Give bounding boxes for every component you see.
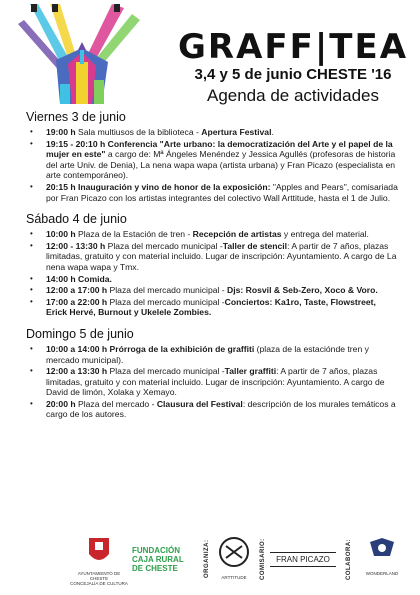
event-text: Plaza del mercado municipal -: [107, 285, 228, 296]
fundacion-logo: [132, 546, 198, 573]
arttitude-label: ARTTITUDE: [221, 575, 247, 580]
ayuntamiento-logo: [70, 536, 128, 586]
event-text: 10:00 h: [46, 229, 76, 240]
event-text: 20:00 h: [46, 398, 76, 409]
wonderland-logo: [356, 536, 408, 576]
event-text: 19:15 - 20:10 h Conferencia "Arte urbano: la democratización del Arte y el papel de la mujer en este": [46, 138, 393, 160]
festival-logo-illustration: [16, 4, 146, 106]
event-item: [26, 274, 398, 285]
fran-picazo-logo: FRAN PICAZO: [270, 552, 336, 567]
ayuntamiento-sublabel: CONCEJALÍA DE CULTURA: [70, 581, 128, 586]
comisario-label: COMISARIO:: [260, 538, 266, 580]
bullet-icon: •: [30, 285, 33, 295]
event-item: [26, 241, 398, 273]
event-text: "Apples and Pears", comisariada por Fran Picazo con los artistas integrantes del colectivo Wall Arttitude, hasta el 1 de Julio.: [46, 181, 398, 203]
day-heading: Viernes 3 de junio: [26, 110, 126, 124]
fundacion-line-1: FUNDACIÓN: [132, 546, 180, 555]
bullet-icon: •: [30, 240, 33, 250]
event-text: y entrega del material.: [281, 229, 369, 240]
event-text: Apertura Festival: [201, 127, 272, 137]
sponsors-footer: [70, 536, 410, 588]
event-item: [26, 297, 398, 318]
event-text: 12:00 a 13:30 h: [46, 366, 108, 377]
bullet-icon: •: [30, 343, 33, 353]
event-text: Djs: Rosvil & Seb-Zero, Xoco & Voro.: [227, 285, 378, 296]
event-text: : A partir de 7 años, plazas limitadas, gratuito y con material incluido. Lugar de inscripción: Ayuntamiento. A cargo de David de limón, Xolaka y Xemayo.: [46, 366, 385, 398]
event-text: Plaza de la Estación de tren -: [75, 229, 193, 240]
event-text: Taller graffiti: [224, 366, 277, 377]
bullet-icon: •: [30, 229, 33, 239]
colabora-label: COLABORA:: [346, 538, 352, 580]
event-text: a cargo de: Mª Ángeles Menéndez y Jessica Agullés (profesoras de historia del arte Univ. de Denia), La nena wapa wapa (artista urbana) y Fran Picazo (especialista en arte contemporáneo).: [46, 149, 396, 181]
event-text: 12:00 a 17:00 h: [46, 285, 108, 296]
bullet-icon: •: [30, 366, 33, 376]
event-item: [26, 399, 398, 420]
festival-brand-title: GRAFF|TEA: [178, 27, 409, 67]
bullet-icon: •: [30, 296, 33, 306]
bullet-icon: •: [30, 398, 33, 408]
event-item: [26, 285, 398, 296]
event-text: : A partir de 7 años, plazas limitadas, gratuito y con material incluido. Lugar de inscripción: Ayuntamiento. A cargo de La nena wapa wapa y Tmx.: [46, 240, 397, 272]
event-text: 12:00 - 13:30 h: [46, 240, 106, 251]
event-text: Conciertos: Ka1ro, Taste, Flowstreet, Erick Hervé, Burnout y Ukelele Zombies.: [46, 296, 376, 318]
event-text: .: [271, 127, 274, 137]
event-item: [26, 139, 398, 181]
fundacion-line-2: CAJA RURAL: [132, 555, 184, 564]
event-text: Clausura del Festival: [156, 398, 243, 409]
coat-of-arms-icon: [70, 536, 128, 566]
bullet-icon: •: [30, 273, 33, 283]
event-list: [26, 229, 398, 318]
event-list: [26, 344, 398, 420]
event-text: Recepción de artistas: [192, 229, 282, 240]
event-text: (plaza de la estacióndе tren y mercado municipal).: [46, 343, 369, 365]
ayuntamiento-label: AYUNTAMIENTO DE CHESTE: [77, 571, 121, 581]
agenda-subtitle: Agenda de actividades: [206, 86, 380, 105]
event-item: [26, 127, 398, 138]
wonderland-label: WONDERLAND: [365, 571, 399, 576]
festival-dates: 3,4 y 5 de junio CHESTE '16: [194, 66, 392, 83]
arttitude-logo: [214, 536, 254, 580]
event-text: 17:00 a 22:00 h: [46, 296, 108, 307]
event-item: [26, 366, 398, 398]
event-item: [26, 344, 398, 365]
day-heading: Sábado 4 de junio: [26, 212, 127, 227]
event-text: 20:15 h Inauguración y vino de honor de la exposición:: [46, 181, 271, 192]
event-text: : descripción de los murales temáticos a cargo de los autores.: [46, 398, 396, 420]
bullet-icon: •: [30, 181, 33, 191]
wonderland-emblem-icon: [356, 536, 408, 566]
event-text: 19:00 h: [46, 127, 76, 137]
event-text: 10:00 a 14:00 h: [46, 343, 108, 354]
organiza-label: ORGANIZA:: [204, 539, 210, 578]
arttitude-emblem-icon: [214, 536, 254, 570]
event-item: [26, 182, 398, 203]
fundacion-line-3: DE CHESTE: [132, 564, 178, 573]
event-text: Plaza del mercado municipal -: [107, 366, 225, 377]
bullet-icon: •: [30, 127, 33, 136]
event-text: Plaza del mercado municipal -: [107, 296, 225, 307]
event-text: Taller de stencil: [222, 240, 288, 251]
header: [0, 0, 420, 108]
agenda-content: [26, 110, 398, 421]
event-text: Plaza del mercado municipal -: [105, 240, 223, 251]
event-text: Prórroga de la exhibición de graffiti: [109, 343, 255, 354]
bullet-icon: •: [30, 138, 33, 148]
event-list: [26, 127, 398, 203]
event-text: Sala multiusos de la biblioteca -: [75, 127, 202, 137]
day-heading: Domingo 5 de junio: [26, 326, 134, 341]
event-text: Plaza del mercado -: [75, 398, 157, 409]
event-item: [26, 229, 398, 240]
event-text: 14:00 h Comida.: [46, 273, 112, 284]
